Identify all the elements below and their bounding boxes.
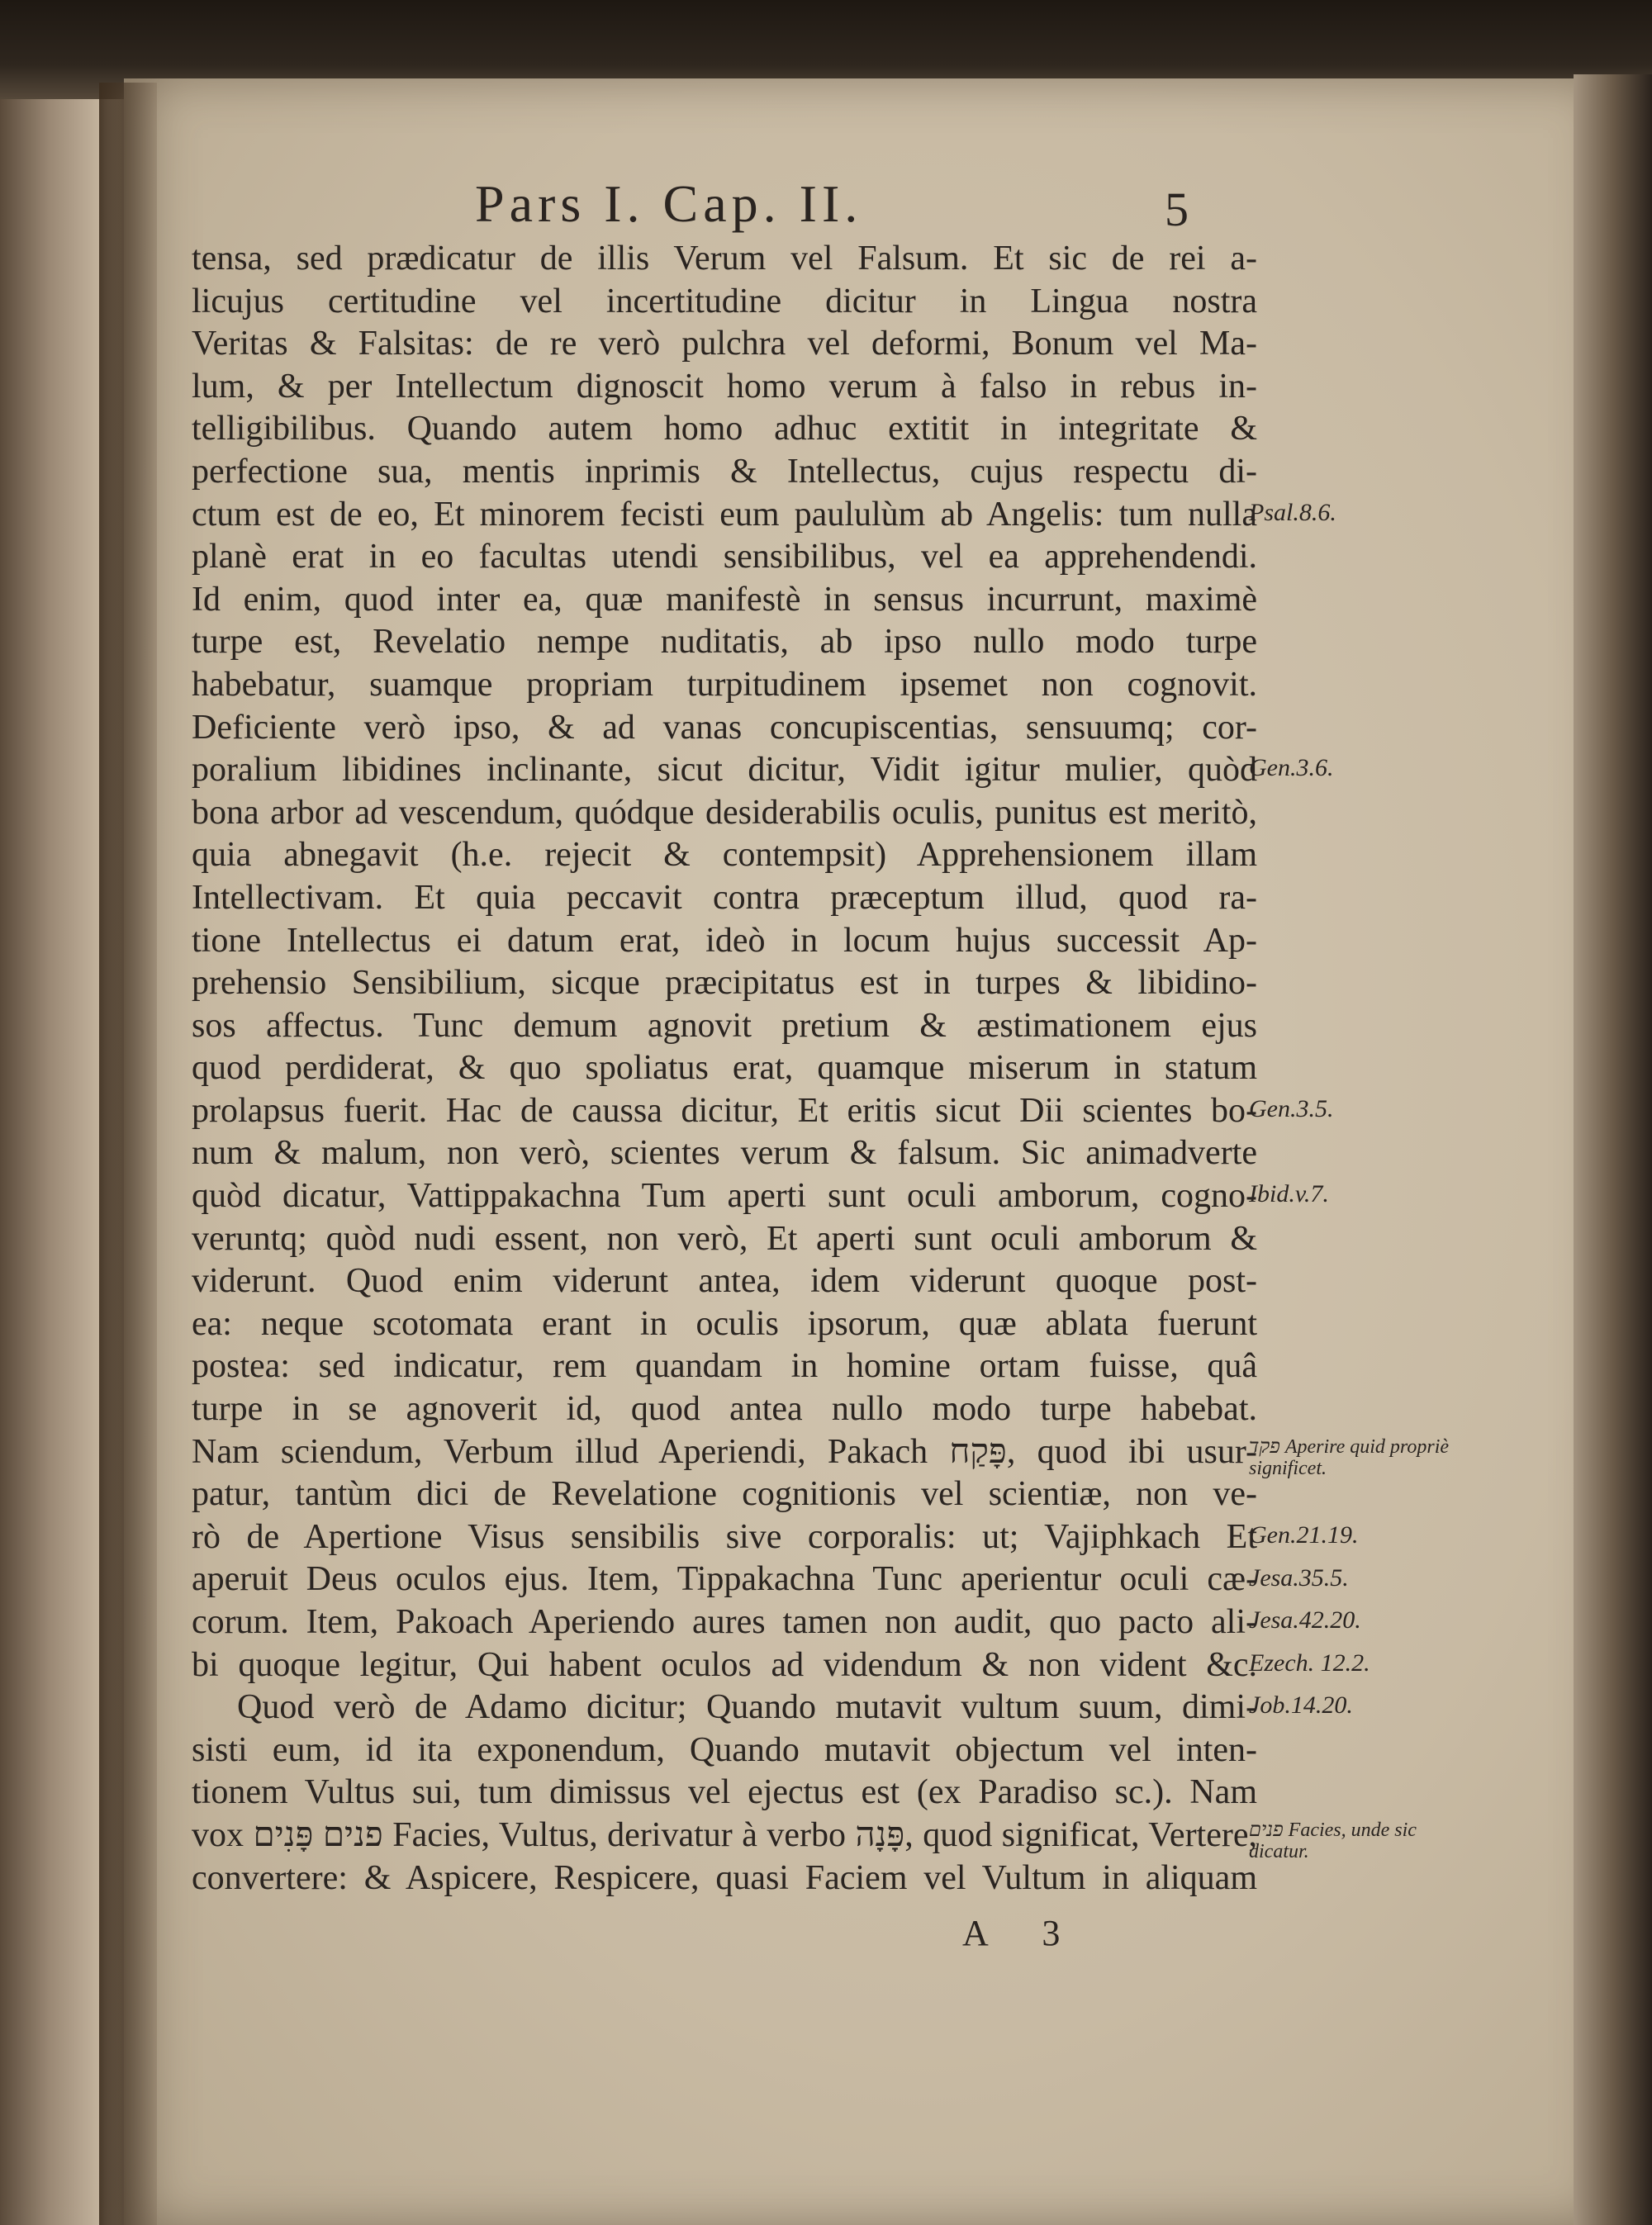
margin-note: Gen.3.5. xyxy=(1249,1095,1334,1122)
text-line: sos affectus. Tunc demum agnovit pretium & æstimationem ejus xyxy=(192,1006,1257,1045)
margin-note: Job.14.20. xyxy=(1249,1691,1353,1720)
text-line: rò de Apertione Visus sensibilis sive corporalis: ut; Vajiphkach Et xyxy=(192,1517,1257,1556)
margin-note: פנים Facies, unde sic dicatur. xyxy=(1249,1819,1417,1863)
text-line: lum, & per Intellectum dignoscit homo verum à falso in rebus in- xyxy=(192,367,1257,406)
text-line: turpe est, Revelatio nempe nuditatis, ab ipso nullo modo turpe xyxy=(192,623,1257,662)
text-line: aperuit Deus oculos ejus. Item, Tippakachna Tunc aperientur oculi cæ- xyxy=(192,1560,1257,1599)
margin-note: Gen.21.19. xyxy=(1249,1521,1359,1549)
text-line: quia abnegavit (h.e. rejecit & contempsit) Apprehensionem illam xyxy=(192,836,1257,875)
margin-note: Ezech. 12.2. xyxy=(1249,1649,1370,1677)
margin-note: Ibid.v.7. xyxy=(1249,1180,1329,1208)
text-line: poralium libidines inclinante, sicut dicitur, Vidit igitur mulier, quòd xyxy=(192,751,1257,790)
text-line: Quod verò de Adamo dicitur; Quando mutavit vultum suum, dimi- xyxy=(237,1688,1257,1727)
text-line: convertere: & Aspicere, Respicere, quasi Faciem vel Vultum in aliquam xyxy=(192,1858,1257,1897)
text-line: tensa, sed prædicatur de illis Verum vel Falsum. Et sic de rei a- xyxy=(192,240,1257,278)
text-line: num & malum, non verò, scientes verum & falsum. Sic animadverte xyxy=(192,1134,1257,1173)
text-line: Nam sciendum, Verbum illud Aperiendi, Pakach פָּקַח, quod ibi usur- xyxy=(192,1432,1257,1471)
text-line: sisti eum, id ita exponendum, Quando mutavit objectum vel inten- xyxy=(192,1730,1257,1769)
body-text xyxy=(192,238,1257,1900)
text-line: tione Intellectus ei datum erat, ideò in locum hujus successit Ap- xyxy=(192,921,1257,960)
page-number: 5 xyxy=(1165,183,1189,236)
text-line: quod perdiderat, & quo spoliatus erat, quamque miserum in statum xyxy=(192,1049,1257,1088)
text-line: Deficiente verò ipso, & ad vanas concupiscentias, sensuumq; cor- xyxy=(192,708,1257,747)
running-title: Pars I. Cap. II. xyxy=(475,174,863,233)
text-line: quòd dicatur, Vattippakachna Tum aperti sunt oculi amborum, cogno- xyxy=(192,1177,1257,1216)
margin-note: Gen.3.6. xyxy=(1249,754,1334,782)
text-line: Veritas & Falsitas: de re verò pulchra vel deformi, Bonum vel Ma- xyxy=(192,325,1257,363)
text-line: ctum est de eo, Et minorem fecisti eum paululùm ab Angelis: tum nulla xyxy=(192,495,1257,534)
text-line: telligibilibus. Quando autem homo adhuc extitit in integritate & xyxy=(192,410,1257,448)
margin-note: Jesa.35.5. xyxy=(1249,1563,1349,1592)
margin-note: פקד Aperire quid propriè significet. xyxy=(1249,1435,1450,1479)
margin-note: Jesa.42.20. xyxy=(1249,1606,1361,1634)
text-line: prolapsus fuerit. Hac de caussa dicitur, Et eritis sicut Dii scientes bo- xyxy=(192,1091,1257,1130)
margin-note: Psal.8.6. xyxy=(1249,498,1336,526)
right-page-edge xyxy=(1574,74,1652,2225)
text-line: turpe in se agnoverit id, quod antea nullo modo turpe habebat. xyxy=(192,1390,1257,1429)
signature-mark: A 3 xyxy=(962,1913,1084,1953)
text-line: bi quoque legitur, Qui habent oculos ad videndum & non vident &c. xyxy=(192,1645,1257,1684)
text-line: planè erat in eo facultas utendi sensibilibus, vel ea apprehendendi. xyxy=(192,538,1257,576)
text-line: vox פנים פָּנִים Facies, Vultus, derivatur à verbo פָּנָה, quod significat, Vertere, xyxy=(192,1815,1257,1854)
text-line: bona arbor ad vescendum, quódque desiderabilis oculis, punitus est meritò, xyxy=(192,793,1257,832)
text-line: veruntq; quòd nudi essent, non verò, Et aperti sunt oculi amborum & xyxy=(192,1219,1257,1258)
book-gutter xyxy=(99,83,157,2225)
text-line: viderunt. Quod enim viderunt antea, idem viderunt quoque post- xyxy=(192,1262,1257,1301)
text-line: perfectione sua, mentis inprimis & Intellectus, cujus respectu di- xyxy=(192,452,1257,491)
text-line: prehensio Sensibilium, sicque præcipitatus est in turpes & libidino- xyxy=(192,964,1257,1003)
text-line: tionem Vultus sui, tum dimissus vel ejectus est (ex Paradiso sc.). Nam xyxy=(192,1773,1257,1812)
running-header xyxy=(475,173,1218,240)
text-line: ea: neque scotomata erant in oculis ipsorum, quæ ablata fuerunt xyxy=(192,1304,1257,1343)
text-line: patur, tantùm dici de Revelatione cognitionis vel scientiæ, non ve- xyxy=(192,1475,1257,1514)
text-line: postea: sed indicatur, rem quandam in homine ortam fuisse, quâ xyxy=(192,1347,1257,1386)
text-line: Id enim, quod inter ea, quæ manifestè in sensus incurrunt, maximè xyxy=(192,580,1257,619)
text-line: Intellectivam. Et quia peccavit contra præceptum illud, quod ra- xyxy=(192,878,1257,917)
text-line: corum. Item, Pakoach Aperiendo aures tamen non audit, quo pacto ali- xyxy=(192,1603,1257,1641)
text-line: licujus certitudine vel incertitudine dicitur in Lingua nostra xyxy=(192,282,1257,320)
text-line: habebatur, suamque propriam turpitudinem ipsemet non cognovit. xyxy=(192,665,1257,704)
